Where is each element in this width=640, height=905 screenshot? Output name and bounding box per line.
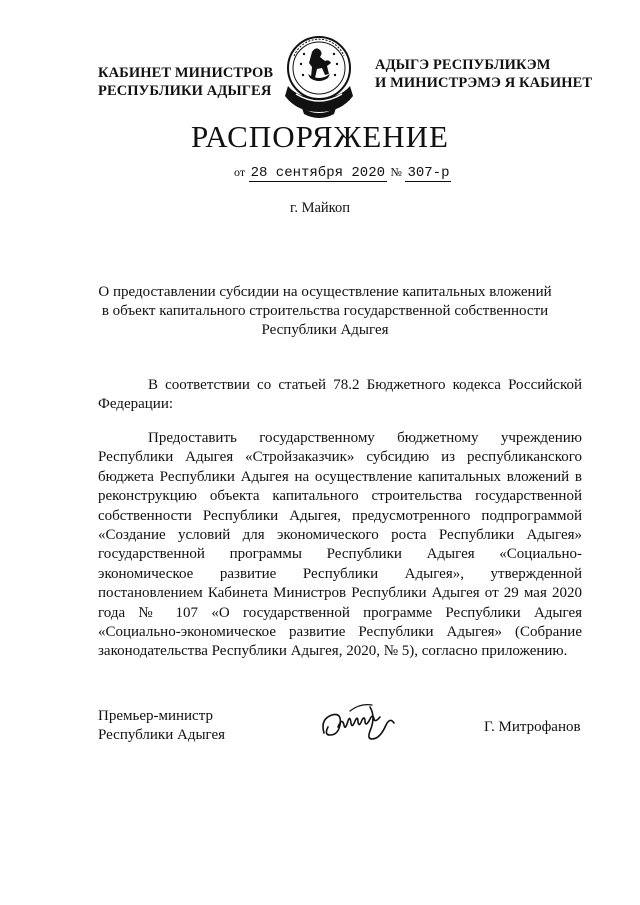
from-label: от [234,165,246,179]
position-line-2: Республики Адыгея [98,727,226,743]
subject-line-2: в объект капитального строительства государственной собственности [101,303,549,319]
body-paragraph-1: В соответствии со статьей 78.2 Бюджетного кодекса Российской Федерации: [98,377,582,413]
coat-of-arms-icon [282,34,356,122]
signatory-name: Г. Митрофанов [484,719,581,735]
issuer-adyghe-line-1: АДЫГЭ РЕСПУБЛИКЭМ [375,57,551,73]
document-subject [90,283,560,340]
issuer-adyghe-line-2: И МИНИСТРЭМЭ Я КАБИНЕТ [375,75,593,91]
issuer-line-1: КАБИНЕТ МИНИСТРОВ [98,65,274,81]
signatory-position [98,707,225,745]
body-paragraph-2: Предоставить государственному бюджетному учреждению Республики Адыгея «Стройзаказчик» субсидию из республиканского бюджета Республики Адыгея на осуществление капитальных вложений в реконструкцию объекта капитального строительства государственной собственности Республики Адыгея, предусмотренного подпрограммой «Создание условий для экономического роста Республики Адыгея» государственной программы Республики Адыгея «Социально-экономическое развитие Республики Адыгея», утвержденной постановлением Кабинета Министров Республики Адыгея от 29 мая 2020 года № 107 «О государственной программе Республики Адыгея «Социально-экономическое развитие Республики Адыгея» (Собрание законодательства Республики Адыгея, 2020, № 5), согласно приложению. [98,430,582,660]
issuer-name-russian [98,64,273,100]
issue-city: г. Майкоп [290,200,350,216]
handwritten-signature-icon [310,697,410,747]
document-title: РАСПОРЯЖЕНИЕ [191,119,449,154]
order-date: 28 сентября 2020 [250,165,386,181]
position-line-1: Премьер-министр [98,708,213,724]
number-label: № [390,165,402,179]
issuer-line-2: РЕСПУБЛИКИ АДЫГЕЯ [98,83,272,99]
order-number: 307-р [407,165,450,181]
order-date-number [234,165,451,181]
subject-line-1: О предоставлении субсидии на осуществление капитальных вложений [98,284,552,300]
subject-line-3: Республики Адыгея [261,322,389,338]
issuer-name-adyghe [375,56,592,92]
